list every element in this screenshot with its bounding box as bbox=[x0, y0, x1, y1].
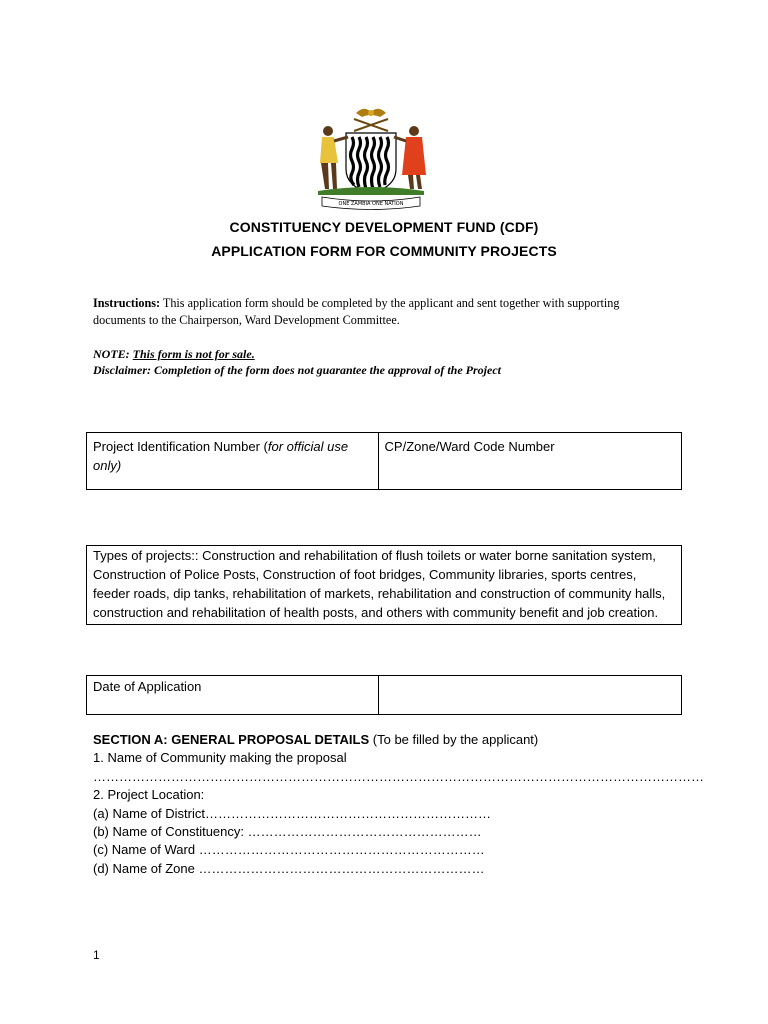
disclaimer-text: Disclaimer: Completion of the form does not guarantee the approval of the Project bbox=[93, 363, 501, 377]
date-table bbox=[86, 675, 682, 715]
document-subtitle: APPLICATION FORM FOR COMMUNITY PROJECTS bbox=[211, 243, 557, 259]
constituency-field[interactable]: (b) Name of Constituency: ……………………………………………… bbox=[93, 824, 482, 840]
note-block bbox=[93, 346, 693, 378]
coat-of-arms-emblem bbox=[312, 103, 430, 211]
project-id-label: Project Identification Number ( bbox=[93, 439, 268, 454]
question-community-name: 1. Name of Community making the proposal bbox=[93, 750, 347, 766]
instructions-label: Instructions: bbox=[93, 296, 161, 310]
section-a-note: (To be filled by the applicant) bbox=[369, 732, 539, 747]
section-a bbox=[93, 731, 704, 878]
note-text: This form is not for sale. bbox=[132, 347, 255, 361]
document-title: CONSTITUENCY DEVELOPMENT FUND (CDF) bbox=[229, 219, 539, 235]
instructions-text: This application form should be completed by the applicant and sent together with supporting documents to the Chairperson, Ward Development Committee. bbox=[93, 296, 620, 327]
ward-field[interactable]: (c) Name of Ward ………………………………………………………… bbox=[93, 842, 485, 858]
motto-text: ONE ZAMBIA ONE NATION bbox=[338, 201, 404, 207]
section-a-heading: SECTION A: GENERAL PROPOSAL DETAILS bbox=[93, 732, 370, 747]
note-label: NOTE: bbox=[93, 347, 133, 361]
date-input-cell[interactable] bbox=[378, 676, 681, 715]
zone-field[interactable]: (d) Name of Zone ………………………………………………………… bbox=[93, 860, 485, 876]
project-types-text: Types of projects:: Construction and rehabilitation of flush toilets or water borne sanitation system, Construction of Police Posts, Construction of foot bridges, Community libraries, sports centres, feeder roads, dip tanks, rehabilitation of markets, rehabilitation and construction of community halls, construction and rehabilitation of health posts, and others with community benefit and job creation. bbox=[87, 546, 682, 625]
date-label: Date of Application bbox=[87, 676, 379, 715]
project-id-table bbox=[86, 432, 682, 490]
project-id-cell[interactable] bbox=[87, 433, 379, 490]
question-project-location: 2. Project Location: bbox=[93, 787, 205, 803]
page-number: 1 bbox=[93, 948, 100, 962]
ward-code-label: CP/Zone/Ward Code Number bbox=[384, 439, 555, 454]
ward-code-cell[interactable] bbox=[378, 433, 681, 490]
community-name-field[interactable]: …………………………………………………………………………………………………………………………… bbox=[93, 768, 704, 784]
district-field[interactable]: (a) Name of District………………………………………………………… bbox=[93, 805, 491, 821]
project-types-box bbox=[86, 545, 682, 625]
instructions-paragraph bbox=[93, 295, 673, 329]
project-id-note: for official use only) bbox=[93, 439, 349, 473]
